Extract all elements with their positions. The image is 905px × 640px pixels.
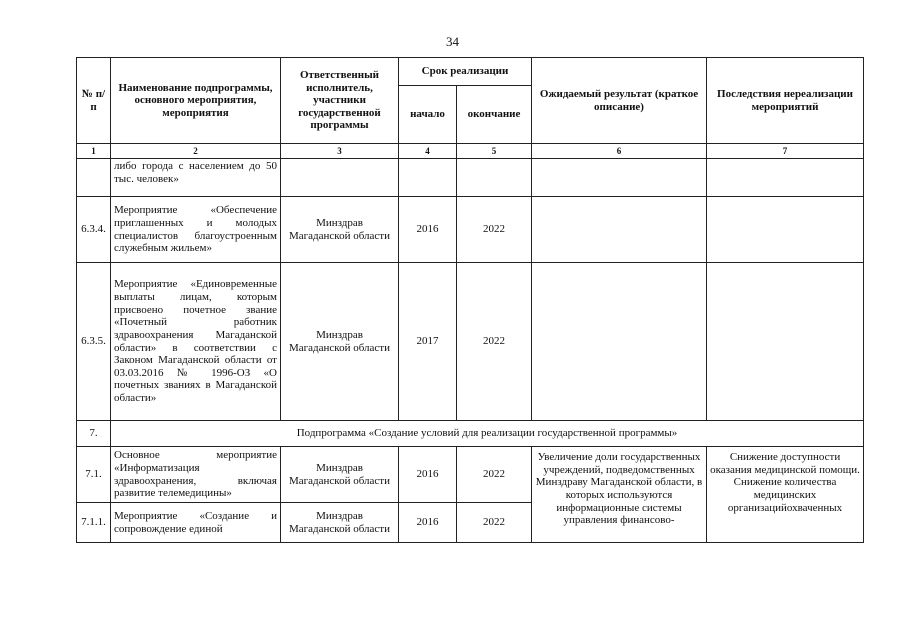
table-row — [77, 263, 864, 421]
section-title: Подпрограмма «Создание условий для реализации государственной программы» — [111, 421, 864, 447]
row-num — [77, 159, 111, 197]
row-end: 2022 — [457, 503, 532, 543]
column-number: 1 — [77, 144, 111, 159]
header-name: Наименование подпрограммы, основного мероприятия, мероприятия — [111, 58, 281, 144]
header-executor: Ответственный исполнитель, участники государственной программы — [281, 58, 399, 144]
program-table — [76, 57, 864, 543]
result-cell: Увеличение доли государственных учреждений, подведомственных Минздраву Магаданской области, в которых используются информационные системы управления финансово- — [532, 447, 707, 543]
section-num: 7. — [77, 421, 111, 447]
row-num: 6.3.5. — [77, 263, 111, 421]
row-executor: Минздрав Магаданской области — [281, 263, 399, 421]
row-consequence — [707, 197, 864, 263]
row-executor: Минздрав Магаданской области — [281, 197, 399, 263]
row-result — [532, 197, 707, 263]
row-name: Мероприятие «Создание и сопровождение единой — [111, 503, 281, 543]
row-num: 7.1.1. — [77, 503, 111, 543]
row-name: Мероприятие «Единовременные выплаты лицам, которым присвоено почетное звание «Почетный работник здравоохранения Магаданской области» в соответствии с Законом Магаданской области от 03.03.2016 № 1996-ОЗ «О почетных званиях в Магаданской области» — [111, 263, 281, 421]
header-consequence: Последствия нереализации мероприятий — [707, 58, 864, 144]
row-name: либо города с населением до 50 тыс. человек» — [111, 159, 281, 197]
table-row — [77, 197, 864, 263]
header-num: № п/п — [77, 58, 111, 144]
row-executor: Минздрав Магаданской области — [281, 447, 399, 503]
row-num: 7.1. — [77, 447, 111, 503]
section-row — [77, 421, 864, 447]
row-name: Мероприятие «Обеспечение приглашенных и молодых специалистов благоустроенным служебным жильем» — [111, 197, 281, 263]
consequence-cell: Снижение доступности оказания медицинской помощи. Снижение количества медицинских организацийохваченных — [707, 447, 864, 543]
row-start: 2017 — [399, 263, 457, 421]
row-consequence — [707, 263, 864, 421]
table-row — [77, 159, 864, 197]
row-end: 2022 — [457, 263, 532, 421]
column-number: 7 — [707, 144, 864, 159]
header-start: начало — [399, 86, 457, 144]
column-number: 3 — [281, 144, 399, 159]
header-period: Срок реализации — [399, 58, 532, 86]
row-executor: Минздрав Магаданской области — [281, 503, 399, 543]
row-result — [532, 159, 707, 197]
row-num: 6.3.4. — [77, 197, 111, 263]
row-start: 2016 — [399, 447, 457, 503]
row-executor — [281, 159, 399, 197]
row-start: 2016 — [399, 503, 457, 543]
column-number: 4 — [399, 144, 457, 159]
page-number: 34 — [446, 34, 459, 49]
header-result: Ожидаемый результат (краткое описание) — [532, 58, 707, 144]
row-result — [532, 263, 707, 421]
row-end — [457, 159, 532, 197]
column-number: 6 — [532, 144, 707, 159]
row-start — [399, 159, 457, 197]
row-end: 2022 — [457, 197, 532, 263]
table-row — [77, 447, 864, 503]
row-start: 2016 — [399, 197, 457, 263]
header-end: окончание — [457, 86, 532, 144]
row-consequence — [707, 159, 864, 197]
column-number: 2 — [111, 144, 281, 159]
column-number: 5 — [457, 144, 532, 159]
row-name: Основное мероприятие «Информатизация здравоохранения, включая развитие телемедицины» — [111, 447, 281, 503]
row-end: 2022 — [457, 447, 532, 503]
